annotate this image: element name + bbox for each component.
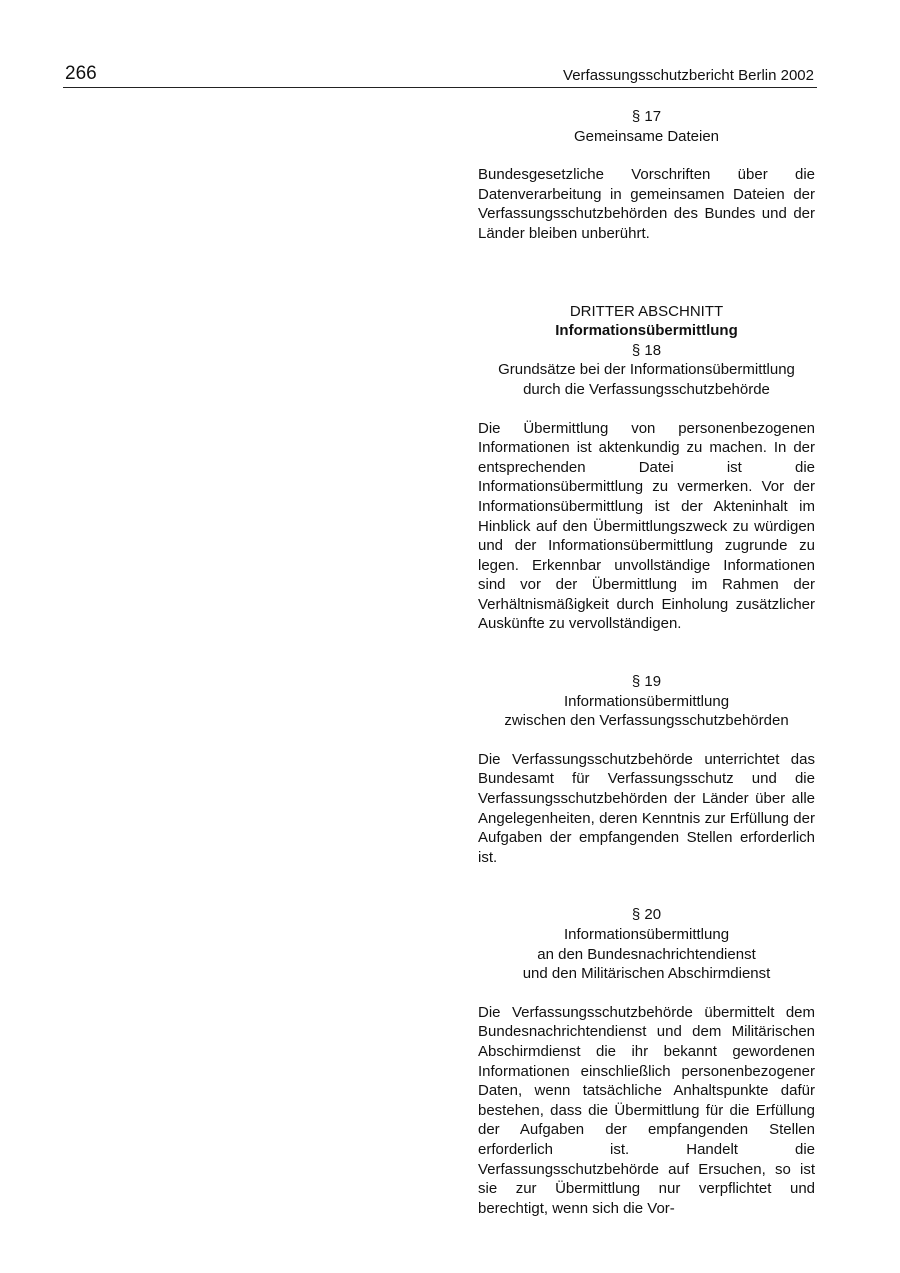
section-17-heading: [478, 107, 815, 146]
section-19-number: § 19: [631, 673, 662, 691]
section-20-title-line3: und den Militärischen Abschirmdienst: [522, 965, 771, 983]
page-number: 266: [65, 63, 97, 84]
section-20-title-line2: an den Bundesnachrichtendienst: [537, 945, 756, 963]
section-20-text: Die Verfassungsschutzbehörde übermittelt dem Bundesnachrichtendienst und dem Militärischen Abschirmdienst die ihr bekannt gewordenen Informationen einschließlich personenbezogener Daten, wenn tatsächliche Anhaltspunkte dafür bestehen, dass die Übermittlung für die Erfüllung der Aufgaben der empfangenden Stellen erforderlich ist. Handelt die Verfassungsschutzbehörde auf Ersuchen, so ist sie zur Übermittlung nur verpflichtet und berechtigt, wenn sich die Vor-: [478, 1003, 815, 1217]
section-18-number: § 18: [631, 341, 662, 359]
text-column: [478, 107, 815, 1218]
header-rule: [63, 87, 817, 88]
chapter-title: Informationsübermittlung: [555, 322, 738, 340]
section-18-title-line2: durch die Verfassungsschutzbehörde: [523, 380, 770, 398]
section-20-title-line1: Informationsübermittlung: [563, 926, 730, 943]
chapter-heading: [478, 302, 815, 400]
section-17-number: § 17: [631, 108, 662, 125]
chapter-label: DRITTER ABSCHNITT: [569, 302, 724, 320]
section-20-heading: [478, 905, 815, 983]
section-19-heading: [478, 672, 815, 731]
section-19-title-line2: zwischen den Verfassungsschutzbehörden: [504, 712, 789, 730]
section-19-title-line1: Informationsübermittlung: [563, 692, 730, 710]
section-19-text: Die Verfassungsschutzbehörde unterrichtet das Bundesamt für Verfassungsschutz und die Verfassungsschutzbehörden der Länder über alle Angelegenheiten, deren Kenntnis zur Erfüllung der Aufgaben der empfangenden Stellen erforderlich ist.: [478, 750, 815, 866]
section-17-text: Bundesgesetzliche Vorschriften über die Datenverarbeitung in gemeinsamen Dateien der Verfassungsschutzbehörden des Bundes und der Länder bleiben unberührt.: [478, 166, 815, 242]
section-18-title-line1: Grundsätze bei der Informationsübermittlung: [498, 361, 795, 379]
section-17-title: Gemeinsame Dateien: [573, 127, 720, 145]
running-title: Verfassungsschutzbericht Berlin 2002: [563, 67, 814, 84]
section-20-number: § 20: [631, 906, 662, 924]
section-18-text: Die Übermittlung von personenbezogenen Informationen ist aktenkundig zu machen. In der entsprechenden Datei ist die Informationsübermittlung zu vermerken. Vor der Informationsübermittlung ist der Akteninhalt im Hinblick auf den Übermittlungszweck zu würdigen und der Informationsübermittlung zugrunde zu legen. Erkennbar unvollständige Informationen sind vor der Übermittlung im Rahmen der Verhältnismäßigkeit durch Einholung zusätzlicher Auskünfte zu vervollständigen.: [478, 419, 815, 633]
